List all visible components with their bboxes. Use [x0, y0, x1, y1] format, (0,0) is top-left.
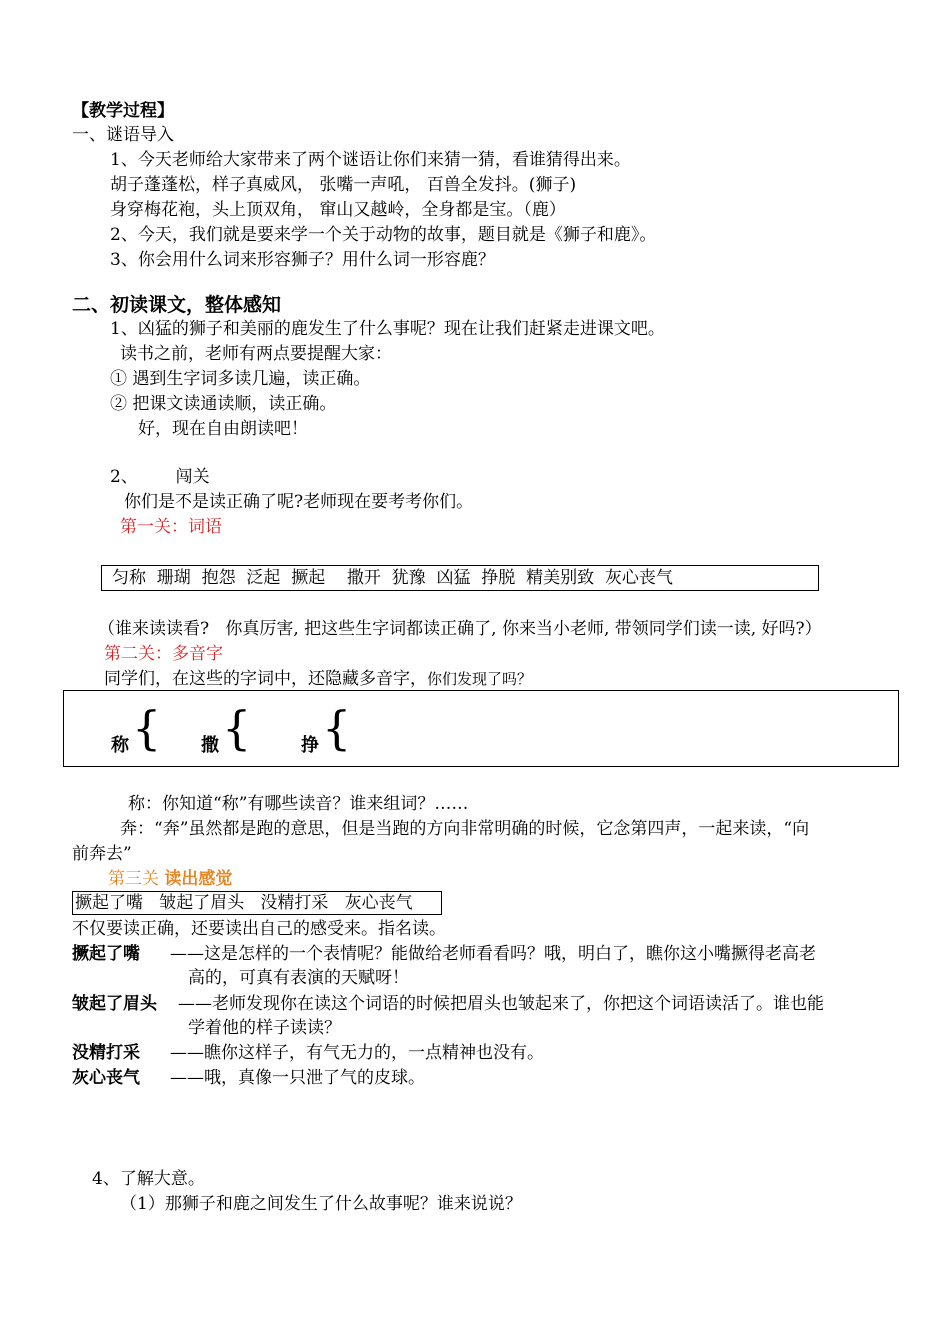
polyphone-char: 称: [111, 735, 129, 756]
text-line: 2、 闯关: [110, 467, 210, 487]
definition-4: ——哦，真像一只泄了气的皮球。: [170, 1068, 425, 1088]
section-heading: 【教学过程】: [72, 101, 174, 121]
term-1: 撅起了嘴: [72, 944, 140, 964]
text-line: 奔：“奔”虽然都是跑的意思，但是当跑的方向非常明确的时候，它念第四声，一起来读，“向: [120, 819, 810, 839]
tip-2: ② 把课文读通读顺，读正确。: [110, 394, 337, 414]
definition-2: ——老师发现你在读这个词语的时候把眉头也皱起来了，你把这个词语读活了。谁也能: [178, 994, 824, 1014]
term-4: 灰心丧气: [72, 1068, 140, 1088]
vocab-words: 匀称 珊瑚 抱怨 泛起 撅起 撒开 犹豫 凶猛 挣脱 精美别致 灰心丧气: [112, 568, 673, 588]
text-line: 3、你会用什么词来形容狮子？用什么词一形容鹿？: [110, 250, 495, 270]
feeling-words: 撅起了嘴 皱起了眉头 没精打采 灰心丧气: [75, 893, 413, 913]
feeling-box: [72, 891, 442, 915]
brace-icon: {: [322, 701, 352, 755]
riddle-1: 胡子蓬蓬松，样子真威风， 张嘴一声吼， 百兽全发抖。(狮子): [110, 175, 577, 195]
text-line: 好，现在自由朗读吧！: [138, 419, 308, 439]
polyphone-box: [63, 690, 899, 767]
tip-1: ① 遇到生字词多读几遍，读正确。: [110, 369, 371, 389]
section-1-title: 一、谜语导入: [72, 125, 174, 145]
definition-1: ——这是怎样的一个表情呢？能做给老师看看吗？哦，明白了，瞧你这小嘴撅得老高老: [170, 944, 816, 964]
text-line: 2、今天，我们就是要来学一个关于动物的故事，题目就是《狮子和鹿》。: [110, 225, 657, 245]
text-line: 前奔去”: [72, 844, 132, 864]
level-3-prefix: 第三关: [108, 869, 165, 889]
polyphone-char: 挣: [301, 735, 319, 756]
brace-icon: {: [222, 701, 252, 755]
definition-1-cont: 高的，可真有表演的天赋呀！: [188, 968, 409, 988]
text-line: 1、今天老师给大家带来了两个谜语让你们来猜一猜，看谁猜得出来。: [110, 150, 631, 170]
brace-icon: {: [132, 701, 162, 755]
section-2-title: 二、初读课文，整体感知: [72, 294, 282, 316]
level-3-title: 读出感觉: [164, 869, 233, 889]
text-span: 同学们，在这些的字词中，还隐藏多音字，: [104, 669, 427, 689]
text-line: 不仅要读正确，还要读出自己的感受来。指名读。: [72, 919, 446, 939]
level-3-label: [108, 868, 232, 890]
level-2-label: 第二关：多音字: [104, 644, 223, 664]
definition-3: ——瞧你这样子，有气无力的，一点精神也没有。: [170, 1043, 544, 1063]
text-line: （谁来读读看? 你真厉害, 把这些生字词都读正确了, 你来当小老师, 带领同学们读一读, 好吗?）: [98, 619, 822, 639]
text-line: 1、凶猛的狮子和美丽的鹿发生了什么事呢？现在让我们赶紧走进课文吧。: [110, 319, 665, 339]
riddle-2: 身穿梅花袍，头上顶双角， 窜山又越岭，全身都是宝。（鹿）: [110, 200, 566, 220]
text-line: 读书之前，老师有两点要提醒大家：: [120, 344, 392, 364]
definition-2-cont: 学着他的样子读读？: [188, 1018, 341, 1038]
text-span: 你们发现了吗？: [427, 670, 533, 688]
text-line: [104, 668, 532, 690]
text-line: 你们是不是读正确了呢?老师现在要考考你们。: [124, 492, 474, 512]
level-1-label: 第一关：词语: [120, 517, 222, 537]
polyphone-char: 撒: [201, 735, 219, 756]
text-line: （1）那狮子和鹿之间发生了什么故事呢？谁来说说？: [120, 1194, 522, 1214]
term-2: 皱起了眉头: [72, 994, 157, 1014]
text-line: 称：你知道“称”有哪些读音？谁来组词？……: [128, 794, 469, 814]
text-line: 4、了解大意。: [92, 1169, 205, 1189]
term-3: 没精打采: [72, 1043, 140, 1063]
vocab-box: [101, 565, 819, 591]
